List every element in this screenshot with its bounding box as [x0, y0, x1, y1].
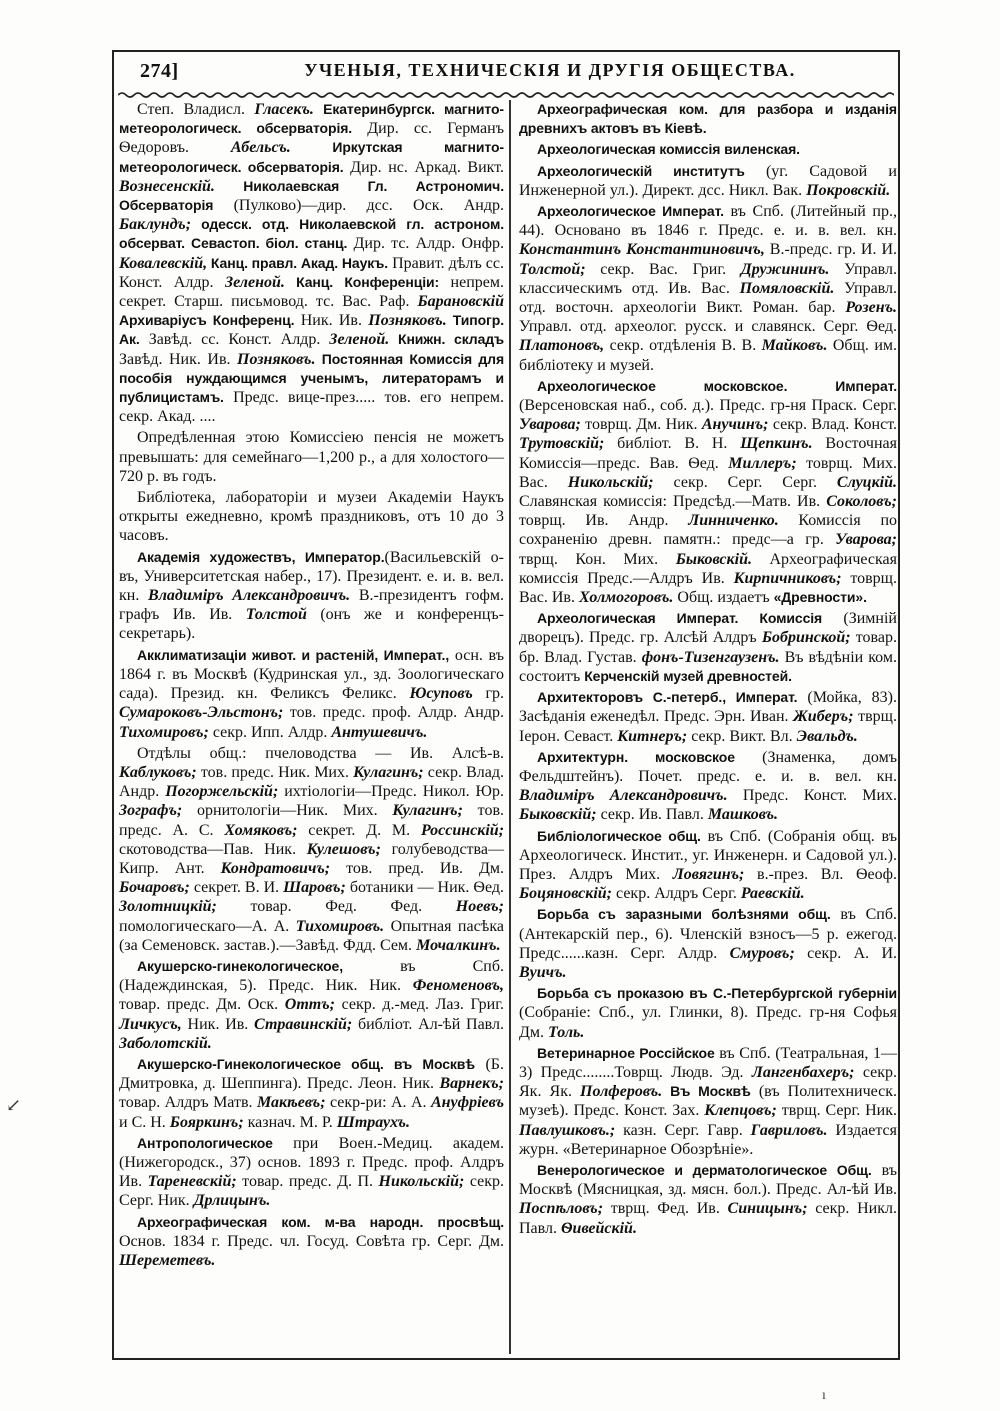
directory-entry: [119, 1134, 504, 1211]
person-name: Заболотскій.: [119, 1034, 212, 1052]
entry-heading: Борьба съ проказою въ С.-Петербургской губерніи: [537, 985, 897, 1002]
entry-text: Археографическая комиссія Предс.—Алдръ Ив.: [519, 550, 897, 587]
entry-text: Общ. издаетъ: [673, 589, 774, 607]
entry-heading: «Древности».: [773, 589, 867, 606]
wavy-header-rule: [118, 90, 894, 100]
entry-text: секр. Ив. Павл.: [596, 806, 708, 824]
entry-text: Предс. Конст. Мих.: [727, 787, 898, 805]
entry-text: (Зимній дворецъ). Предс. гр. Алсѣй Алдръ: [519, 610, 897, 647]
running-title: УЧЕНЫЯ, ТЕХНИЧЕСКІЯ И ДРУГІЯ ОБЩЕСТВА.: [304, 60, 796, 80]
entry-text: секр. Влад. Андр.: [119, 763, 504, 801]
person-name: Слуцкій.: [836, 473, 898, 491]
person-name: Трутовскій;: [519, 435, 605, 453]
entry-heading: Археологическая Императ. Комиссія: [537, 610, 823, 627]
person-name: Кулешовъ;: [306, 840, 381, 858]
person-name: Жиберъ;: [793, 708, 854, 726]
person-name: Кирпичниковъ;: [733, 569, 842, 587]
person-name: Боцяновскій;: [519, 885, 613, 903]
entry-text: (Мойка, 83). Засѣданія еженедѣл. Предс. Эрн. Иван.: [519, 689, 897, 726]
entry-text: Степ. Владисл.: [137, 101, 255, 118]
entry-text: Завѣд. сс. Конст. Алдр.: [139, 331, 330, 349]
person-name: Гласекъ.: [254, 101, 314, 118]
entry-text: тврщ. Іерон. Севаст.: [519, 708, 897, 745]
person-name: Ануфріевъ: [430, 1094, 504, 1112]
entry-text: Общ. им. библіотеку и музей.: [519, 337, 898, 374]
entry-text: тврщ. Серг. Ник.: [776, 1102, 897, 1120]
entry-text: товар. бр. Влад. Густав.: [519, 629, 897, 666]
person-name: Хомяковъ;: [224, 821, 298, 839]
person-name: Клепцовъ;: [704, 1102, 777, 1120]
person-name: Константинъ Константиновичъ,: [519, 241, 765, 259]
entry-text: въ Москвѣ (Мясницкая, зд. мясн. бол.). Предс. Ал-ѣй Ив.: [519, 1161, 897, 1199]
entry-text: ботаники — Ник. Ѳед.: [345, 879, 505, 897]
person-name: Варнекъ;: [439, 1075, 504, 1093]
person-name: Позняковъ.: [237, 350, 316, 368]
entry-text: скотоводства—Пав. Ник.: [119, 840, 307, 858]
person-name: Барановскій: [417, 293, 504, 311]
entry-heading: Иркутская магнито-метеорологическ. обсерваторія.: [119, 139, 504, 175]
margin-tick-mark: ı: [822, 1388, 826, 1403]
person-name: Юсуповъ: [409, 685, 473, 703]
directory-entry: [519, 905, 897, 982]
entry-text: Библіотека, лабораторіи и музеи Академіи Наукъ открыты ежедневно, кромѣ праздниковъ, отъ 10 до 3 часовъ.: [119, 489, 504, 545]
entry-text: непрем. секрет. Старш. письмовод. тс. Вас. Раф.: [119, 273, 505, 311]
directory-entry: [119, 100, 504, 426]
person-name: Сумароковъ-Эльстонъ;: [119, 704, 284, 722]
person-name: Вуичъ.: [519, 963, 567, 981]
entry-heading: Архитектурн. московское: [537, 748, 735, 765]
person-name: Владиміръ Александровичъ.: [148, 587, 351, 605]
entry-text: Ник. Ив.: [181, 1015, 255, 1033]
directory-entry: [519, 1161, 897, 1238]
entry-text: въ Спб. (Антекарскій пер., 6). Членскій взносъ—5 р. ежегод. Предс......казн. Серг. Алдр.: [519, 906, 898, 962]
person-name: Раевскій.: [740, 885, 805, 903]
entry-heading: Канц. правл. Акад. Наукъ.: [207, 254, 389, 271]
entry-heading: Археологическое московское. Императ.: [537, 377, 897, 394]
entry-text: В.-президентъ гофм. графъ Ив. Ив.: [119, 587, 505, 624]
entry-heading: Борьба съ заразными болѣзнями общ.: [537, 906, 831, 923]
entry-text: библіот. Ал-ѣй Павл.: [352, 1015, 504, 1033]
entry-text: казн. Серг. Гавр.: [615, 1121, 751, 1139]
entry-text: секр-ри: А. А.: [325, 1094, 431, 1112]
person-name: Миллеръ;: [728, 454, 797, 472]
person-name: Зографъ;: [119, 802, 183, 820]
person-name: Майковъ.: [761, 337, 828, 355]
person-name: Никольскій;: [567, 473, 654, 491]
entry-text: тов. пред. Ив. Дм.: [330, 859, 504, 877]
entry-text: секр. Алдръ Серг.: [612, 885, 741, 903]
entry-heading: Типогр. Ак.: [119, 312, 505, 348]
person-name: Толь.: [548, 1023, 585, 1041]
person-name: Ѳивейскій.: [560, 1219, 637, 1237]
person-name: Китнеръ;: [617, 727, 688, 745]
entry-text: Издается журн. «Ветеринарное Обозрѣніе».: [519, 1121, 898, 1158]
person-name: Каблуковъ;: [119, 763, 197, 781]
directory-entry: [119, 646, 504, 742]
entry-text: секр. Никл. Павл.: [519, 1200, 897, 1237]
directory-entry: [119, 1213, 504, 1271]
person-name: Никольскій;: [378, 1173, 465, 1191]
entry-heading: Археологическая комиссія виленская.: [537, 141, 800, 158]
directory-entry: [519, 202, 897, 375]
entry-text: Управл. классическимъ отд. Ив. Вас.: [519, 260, 897, 297]
entry-text: ихтіологіи—Предс. Никол. Юр.: [278, 783, 504, 801]
person-name: Ловягинъ;: [672, 865, 745, 883]
person-name: Полферовъ.: [580, 1083, 663, 1101]
person-name: Кондратовичъ;: [220, 859, 331, 877]
entry-heading: Книжн. складъ: [389, 331, 504, 348]
entry-heading: Въ Москвѣ: [662, 1083, 751, 1100]
page-number: 274]: [140, 60, 179, 82]
person-name: Помяловскій.: [739, 279, 835, 297]
entry-text: въ Спб. (Театральная, 1—3) Предс........Товрщ. Людв. Эд.: [519, 1044, 898, 1081]
entry-heading: Акклиматизаціи живот. и растеній, Императ.,: [137, 646, 450, 663]
person-name: Линниченко.: [688, 512, 779, 530]
person-name: Макѣевъ;: [256, 1094, 326, 1112]
person-name: Позняковъ.: [368, 312, 447, 330]
entry-text: (Версеновская наб., соб. д.). Предс. гр-ня Праск. Серг.: [519, 397, 897, 415]
person-name: Шаровъ;: [283, 879, 346, 897]
entry-text: библіот. В. Н.: [604, 435, 741, 453]
entry-heading: Керченскій музей древностей.: [584, 667, 792, 684]
person-name: Уварова;: [519, 416, 581, 434]
right-column: [519, 100, 897, 1240]
entry-heading: Канц. Конференціи:: [284, 273, 440, 290]
directory-entry: [119, 488, 504, 546]
directory-entry: [519, 609, 897, 686]
entry-text: секр. Вас. Григ.: [585, 260, 741, 278]
directory-entry: [519, 827, 897, 904]
entry-heading: Археографическая ком. м-ва народн. просвѣщ.: [137, 1213, 504, 1230]
person-name: Павлушковъ.;: [519, 1121, 616, 1139]
directory-entry: [519, 100, 897, 138]
entry-text: в.-през. Вл. Ѳеоф.: [744, 865, 897, 883]
entry-text: Опредѣленная этою Комиссіею пенсія не можетъ превышать: для семейнаго—1,200 р., а для холостого—720 р. въ годъ.: [119, 429, 504, 485]
person-name: Поспѣловъ;: [519, 1200, 604, 1218]
entry-text: Управл. отд. археолог. русск. и славянск. Серг. Ѳед.: [519, 318, 897, 336]
directory-entry: [119, 957, 504, 1053]
directory-entry: [119, 548, 504, 644]
entry-text: секр. Викт. Вл.: [687, 727, 797, 745]
person-name: Анучинъ;: [701, 416, 769, 434]
person-name: Розенъ.: [845, 299, 897, 317]
entry-heading: Архитекторовъ С.-петерб., Императ.: [537, 689, 798, 706]
entry-text: казнач. М. Р.: [243, 1113, 337, 1131]
directory-entry: [519, 748, 897, 825]
person-name: Уварова;: [835, 531, 897, 549]
entry-text: (въ Политехническ. музеѣ). Предс. Конст. Зах.: [519, 1083, 897, 1120]
person-name: Золотницкій;: [119, 898, 217, 916]
entry-text: товрщ. Дм. Ник.: [580, 416, 702, 434]
person-name: Россинскій;: [420, 821, 505, 839]
entry-text: Завѣд. Ник. Ив.: [119, 350, 238, 368]
person-name: Кулагинъ;: [392, 802, 463, 820]
person-name: Бочаровъ;: [119, 879, 190, 897]
entry-heading: Ветеринарное Россійское: [537, 1044, 715, 1061]
person-name: Холмогоровъ.: [578, 589, 674, 607]
entry-heading: Археологическое Императ.: [537, 203, 724, 220]
entry-heading: Архиваріусъ Конференц.: [119, 312, 295, 329]
entry-heading: Акушерско-Гинекологическое общ. въ Москвѣ: [137, 1055, 476, 1072]
entry-text: въ Спб. (Собранія общ. въ Археологическ. Инстит., уг. Инженерн. и Садовой ул.). През. Алдръ Мих.: [519, 827, 897, 883]
person-name: Штраухъ.: [336, 1113, 410, 1131]
entry-text: тврщ. Фед. Ив.: [603, 1200, 728, 1218]
person-name: Владиміръ Александровичъ.: [519, 787, 728, 805]
directory-entry: [119, 1055, 504, 1132]
person-name: Бобринской;: [761, 629, 851, 647]
wave-path: [118, 93, 894, 97]
person-name: Лангенбахеръ;: [751, 1063, 855, 1081]
entry-text: (Знаменка, домъ Фельдштейнъ). Почет. предс. е. и. в. вел. кн.: [519, 748, 897, 785]
entry-text: помологическаго—А. А.: [119, 917, 296, 935]
directory-entry: [519, 984, 897, 1042]
entry-text: секрет. Д. М.: [297, 821, 421, 839]
entry-text: (Васильевскій о-въ, Университетская набер., 17). Президент. е. и. в. вел. кн.: [119, 548, 504, 605]
entry-text: голубеводства—Кипр. Ант.: [119, 840, 504, 877]
entry-text: В.-предс. гр. И. И.: [764, 241, 897, 259]
entry-text: и С. Н.: [119, 1113, 170, 1131]
directory-entry: [519, 688, 897, 746]
directory-entry: [519, 377, 897, 607]
person-name: Толстой: [245, 606, 307, 624]
person-name: Антушевичъ.: [331, 723, 428, 741]
entry-text: товар. предс. Дм. Оск.: [119, 996, 285, 1014]
person-name: Личкусъ,: [119, 1015, 182, 1033]
entry-text: Восточная Комиссія—предс. Вав. Ѳед.: [519, 435, 897, 472]
entry-heading: Антропологическое: [137, 1134, 273, 1151]
entry-heading: Библіологическое общ.: [537, 827, 701, 844]
entry-heading: Археографическая ком. для разбора и изданія древнихъ актовъ въ Кіевѣ.: [519, 101, 897, 137]
entry-text: секр. д.-мед. Лаз. Григ.: [334, 996, 504, 1014]
person-name: Мочалкинъ.: [416, 936, 501, 954]
entry-text: секр. А. И.: [794, 944, 898, 962]
entry-text: (уг. Садовой и Инженерной ул.). Директ. дсс. Никл. Вак.: [519, 162, 897, 199]
entry-text: Дир. тс. Алдр. Онфр.: [347, 235, 504, 253]
entry-text: Опытная пасѣка (за Семеновск. застав.).—Завѣд. Фдд. Сем.: [119, 917, 504, 954]
person-name: Тихомировъ;: [119, 723, 209, 741]
person-name: Ноевъ;: [455, 898, 504, 916]
entry-text: Славянская комиссія: Предсѣд.—Матв. Ив.: [519, 493, 827, 511]
entry-text: Правит. дѣлъ сс. Конст. Алдр.: [119, 254, 504, 291]
entry-text: товар. Алдръ Матв.: [119, 1094, 257, 1112]
entry-heading: Акушерско-гинекологическое,: [137, 957, 344, 974]
entry-text: тов. предс. Ник. Мих.: [196, 763, 354, 781]
entry-text: (Б. Дмитровка, д. Шеппинга). Предс. Леон. Ник.: [119, 1055, 504, 1093]
person-name: Дрлицынъ.: [193, 1192, 271, 1210]
person-name: Феноменовъ,: [412, 977, 504, 995]
directory-entry: [519, 162, 897, 200]
person-name: Смуровъ;: [729, 944, 795, 962]
person-name: Зеленой.: [329, 331, 390, 349]
left-column: [119, 100, 504, 1272]
person-name: Бояркинъ;: [169, 1113, 244, 1131]
person-name: Тихомировъ.: [295, 917, 385, 935]
directory-entry: [119, 744, 504, 955]
entry-heading: Венерологическое и дерматологическое Общ.: [537, 1161, 872, 1178]
entry-text: секр. Влад. Конст.: [768, 416, 897, 434]
person-name: Абельсъ.: [230, 139, 291, 157]
entry-text: товрщ. Мих. Вас.: [519, 454, 897, 491]
person-name: Погоржельскій;: [165, 783, 279, 801]
entry-text: тов. предс. А. С.: [119, 802, 504, 839]
entry-text: при Воен.-Медиц. академ. (Нижегородск., 37) основ. 1893 г. Предс. проф. Алдръ Ив.: [119, 1134, 504, 1191]
entry-text: товрщ. Вас. Ив.: [519, 569, 897, 607]
entry-text: секрет. В. И.: [189, 879, 284, 897]
person-name: Быковскій.: [675, 550, 752, 568]
person-name: Тареневскій;: [147, 1173, 237, 1191]
entry-text: осн. въ 1864 г. въ Москвѣ (Кудринская ул., зд. Зоологическаго сада). Презид. кн. Феликсъ Феликс.: [119, 646, 504, 703]
person-name: Эвальдъ.: [796, 727, 858, 745]
entry-text: Ник. Ив.: [294, 312, 369, 330]
entry-text: Основ. 1834 г. Предс. чл. Госуд. Совѣта гр. Серг. Дм.: [119, 1232, 504, 1250]
person-name: Синицынъ;: [727, 1200, 808, 1218]
entry-text: Управл. отд. восточн. археологіи Викт. Роман. бар.: [519, 279, 897, 317]
person-name: Быковскій;: [519, 806, 597, 824]
entry-text: Комиссія по сохраненію древн. памятн.: предс—а гр.: [519, 512, 898, 549]
entry-heading: Академія художествъ, Император.: [137, 548, 385, 565]
entry-text: секр. Як. Як.: [519, 1063, 898, 1101]
entry-text: секр. Серг. Ник.: [119, 1173, 505, 1210]
person-name: Кулагинъ;: [353, 763, 424, 781]
entry-text: Отдѣлы общ.: пчеловодства — Ив. Алсѣ-в.: [137, 744, 504, 762]
person-name: Ковалевскій,: [119, 254, 208, 272]
person-name: Машковъ.: [707, 806, 779, 824]
entry-text: въ Спб. (Литейный пр., 44). Основано въ 1846 г. Предс. е. и. в. вел. кн.: [519, 203, 897, 240]
entry-text: тов. предс. проф. Алдр. Андр.: [283, 704, 504, 722]
entry-text: секр. Ипп. Алдр.: [208, 723, 332, 741]
entry-text: секр. Серг. Серг.: [653, 473, 837, 491]
entry-text: Дир. нс. Аркад. Викт.: [343, 158, 504, 176]
person-name: Оттъ;: [284, 996, 335, 1014]
entry-text: (онъ же и конференцъ-секретарь).: [119, 606, 504, 643]
entry-text: Въ вѣдѣніи ком. состоитъ: [519, 648, 897, 685]
entry-heading: одесск. отд. Николаевской гл. астроном. обсерват. Севастоп. біол. станц.: [119, 216, 504, 252]
directory-entry: [519, 140, 897, 159]
entry-text: Дир. сс. Германъ Ѳедоровъ.: [119, 120, 504, 157]
entry-text: въ Спб. (Надеждинская, 5). Предс. Ник. Ник.: [119, 957, 504, 995]
entry-text: тврщ. Кон. Мих.: [519, 550, 676, 568]
entry-heading: Постоянная Комиссія для пособія нуждающимся ученымъ, литераторамъ и публицистамъ.: [119, 350, 505, 406]
person-name: Зеленой.: [224, 273, 285, 291]
person-name: Толстой;: [519, 260, 586, 278]
page-header: [112, 60, 900, 86]
entry-text: (Собраніе: Спб., ул. Глинки, 8). Предс. гр-ня Софья Дм.: [519, 1004, 897, 1041]
person-name: Шереметевъ.: [119, 1251, 216, 1269]
entry-text: орнитологіи—Ник. Мих.: [182, 802, 393, 820]
entry-heading: Екатеринбургск. магнито-метеорологическ. обсерваторія.: [119, 101, 504, 137]
entry-text: товар. Фед. Фед.: [216, 898, 456, 916]
person-name: Вознесенскій.: [119, 177, 215, 195]
entry-text: гр.: [472, 685, 505, 703]
person-name: фонъ-Тизенгаузенъ.: [641, 648, 780, 666]
person-name: Стравинскій;: [254, 1015, 353, 1033]
entry-text: (Пулково)—дир. дсс. Оск. Андр.: [213, 197, 504, 215]
column-divider: [509, 100, 511, 1354]
person-name: Щепкинъ.: [740, 435, 813, 453]
entry-heading: Николаевская Гл. Астрономич. Обсерваторія: [119, 177, 504, 214]
entry-text: секр. отдѣленія В. В.: [604, 337, 762, 355]
person-name: Гавриловъ.: [750, 1121, 828, 1139]
entry-text: Предс. вице-през..... тов. его непрем. секр. Акад. ....: [119, 389, 504, 426]
person-name: Покровскій.: [806, 181, 891, 199]
person-name: Баклундъ;: [119, 216, 192, 234]
person-name: Соколовъ;: [826, 493, 897, 511]
entry-text: товар. предс. Д. П.: [236, 1173, 379, 1191]
directory-entry: [519, 1044, 897, 1159]
person-name: Платоновъ,: [519, 337, 605, 355]
entry-text: товрщ. Ив. Андр.: [519, 512, 689, 530]
margin-pencil-mark: ↙: [6, 1095, 22, 1115]
person-name: Дружининъ.: [740, 260, 830, 278]
directory-entry: [119, 428, 504, 486]
entry-heading: Археологическій институтъ: [537, 162, 745, 179]
